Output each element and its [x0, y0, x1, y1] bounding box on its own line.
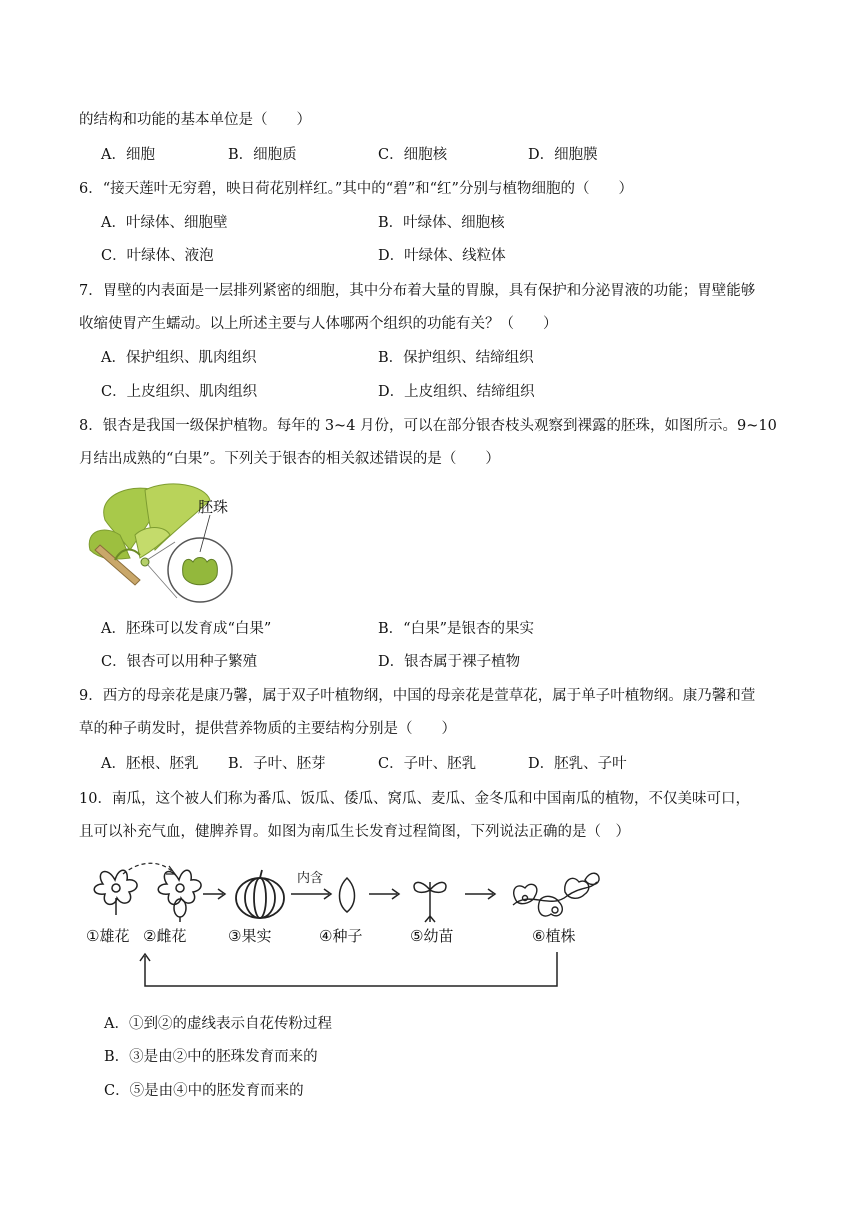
male-flower-icon [94, 870, 137, 915]
q6-option-a: A．叶绿体、细胞壁 [101, 215, 228, 231]
q5-option-c: C．细胞核 [378, 147, 448, 163]
q7-option-b: B．保护组织、结缔组织 [378, 350, 534, 366]
q10-stem-line2: 且可以补充气血，健脾养胃。如图为南瓜生长发育过程简图，下列说法正确的是（ ） [79, 824, 630, 840]
q8-option-c: C．银杏可以用种子繁殖 [101, 654, 258, 670]
q8-option-d: D．银杏属于裸子植物 [378, 654, 521, 670]
seed-icon [340, 878, 355, 912]
q9-stem-line1: 9．西方的母亲花是康乃馨，属于双子叶植物纲，中国的母亲花是萱草花，属于单子叶植物纲。康乃馨和萱 [79, 688, 756, 704]
ovule-label: 胚珠 [198, 498, 229, 516]
q5-stem-cont: 的结构和功能的基本单位是（ ） [79, 112, 311, 128]
pumpkin-icon [236, 870, 284, 918]
q5-option-d: D．细胞膜 [528, 147, 598, 163]
seedling-icon [414, 882, 446, 922]
q8-stem-line1: 8．银杏是我国一级保护植物。每年的 3~4 月份，可以在部分银杏枝头观察到裸露的胚珠，如图所示。9~10 [79, 418, 777, 434]
q10-option-c: C．⑤是由④中的胚发育而来的 [104, 1083, 304, 1099]
q5-option-b: B．细胞质 [228, 147, 297, 163]
ginkgo-leaf-4 [135, 528, 170, 559]
q10-option-a: A．①到②的虚线表示自花传粉过程 [104, 1016, 332, 1032]
q7-stem-line2: 收缩使胃产生蠕动。以上所述主要与人体哪两个组织的功能有关？（ ） [79, 316, 558, 332]
cycle-return-line [145, 952, 557, 986]
q7-option-a: A．保护组织、肌肉组织 [101, 350, 257, 366]
q6-option-b: B．叶绿体、细胞核 [378, 215, 505, 231]
q8-stem-line2: 月结出成熟的“白果”。下列关于银杏的相关叙述错误的是（ ） [79, 451, 500, 467]
q9-option-b: B．子叶、胚芽 [228, 756, 326, 772]
q10-option-b: B．③是由②中的胚珠发育而来的 [104, 1049, 318, 1065]
stage-female-flower-label: ②雌花 [143, 927, 187, 945]
q6-option-d: D．叶绿体、线粒体 [378, 248, 506, 264]
stage-seedling-label: ⑤幼苗 [410, 927, 454, 945]
q9-option-a: A．胚根、胚乳 [101, 756, 199, 772]
q6-option-c: C．叶绿体、液泡 [101, 248, 214, 264]
plant-icon [513, 873, 599, 916]
stage-male-flower-label: ①雄花 [86, 927, 130, 945]
q9-stem-line2: 草的种子萌发时，提供营养物质的主要结构分别是（ ） [79, 721, 456, 737]
q10-stem-line1: 10．南瓜，这个被人们称为番瓜、饭瓜、倭瓜、窝瓜、麦瓜、金冬瓜和中国南瓜的植物，不仅美味可口， [79, 791, 750, 807]
stage-seed-label: ④种子 [319, 927, 363, 945]
stage-fruit-label: ③果实 [228, 927, 272, 945]
q9-option-c: C．子叶、胚乳 [378, 756, 477, 772]
q8-option-a: A．胚珠可以发育成“白果” [101, 621, 272, 637]
stage-plant-label: ⑥植株 [532, 927, 576, 945]
q9-option-d: D．胚乳、子叶 [528, 756, 627, 772]
q7-stem-line1: 7．胃壁的内表面是一层排列紧密的细胞，其中分布着大量的胃腺，具有保护和分泌胃液的功能；胃壁能够 [79, 283, 756, 299]
ovule-magnified [183, 558, 218, 585]
q7-option-d: D．上皮组织、结缔组织 [378, 384, 535, 400]
pumpkin-cycle-diagram [85, 860, 615, 990]
contains-label: 内含 [297, 871, 324, 886]
q5-option-a: A．细胞 [101, 147, 155, 163]
female-flower-icon [158, 870, 201, 922]
q7-option-c: C．上皮组织、肌肉组织 [101, 384, 258, 400]
q6-stem: 6．“接天莲叶无穷碧，映日荷花别样红。”其中的“碧”和“红”分别与植物细胞的（ ） [79, 181, 633, 197]
q8-option-b: B．“白果”是银杏的果实 [378, 621, 534, 637]
